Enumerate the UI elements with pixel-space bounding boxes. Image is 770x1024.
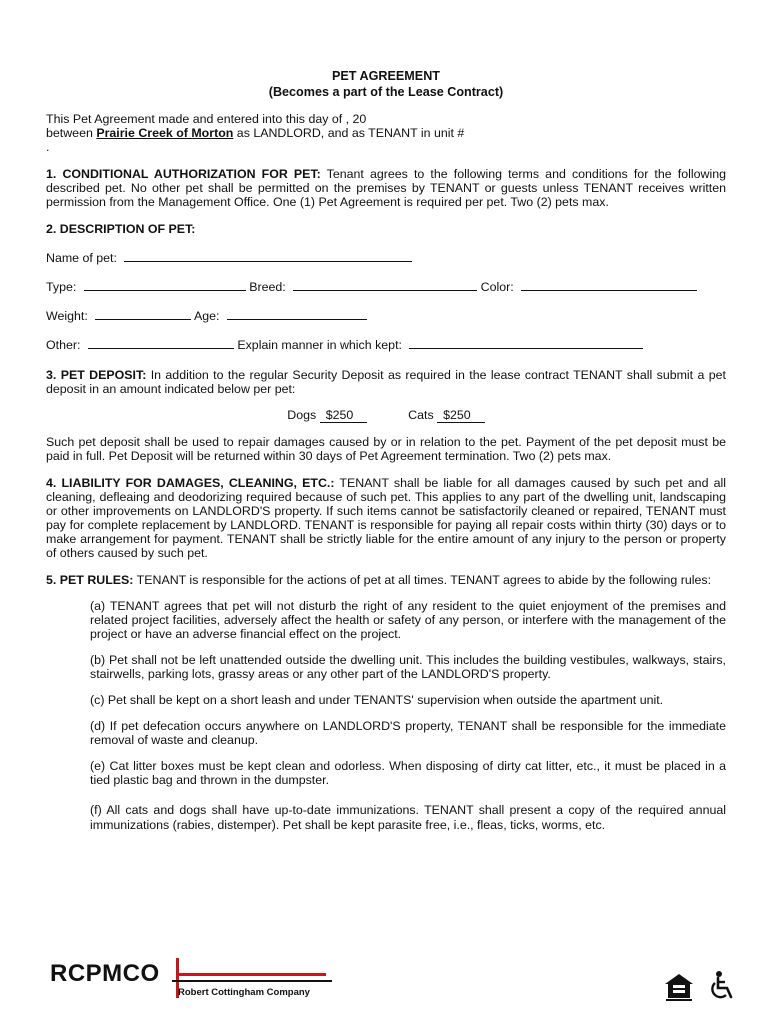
rcpmco-logo: RCPMCO	[50, 960, 160, 987]
landlord-name: Prairie Creek of Morton	[96, 126, 234, 140]
explain-field[interactable]	[409, 337, 643, 349]
section-3-body-2: Such pet deposit shall be used to repair damages caused by or in relation to the pet. Payment of the pet deposit must be paid in full. Pet Deposit will be returned within 30 days of Pet Agreement termination. Two (2) pets max.	[46, 435, 726, 463]
cats-label: Cats	[408, 408, 434, 422]
breed-label: Breed:	[249, 280, 286, 294]
page-subtitle: (Becomes a part of the Lease Contract)	[268, 85, 504, 99]
section-3-body: In addition to the regular Security Deposit as required in the lease contract TENANT shall submit a pet deposit in an amount indicated below per pet:	[46, 368, 726, 396]
rule-e: (e) Cat litter boxes must be kept clean and odorless. When disposing of dirty cat litter, etc., it must be placed in a tied plastic bag and thrown in the dumpster.	[90, 759, 726, 787]
intro-day-of: day of	[308, 112, 343, 126]
section-5-heading: 5. PET RULES:	[46, 573, 134, 587]
section-1	[46, 167, 726, 209]
color-label: Color:	[480, 280, 514, 294]
section-1-body: Tenant agrees to the following terms and conditions for the following described pet. No other pet shall be permitted on the premises by TENANT or guests unless TENANT receives written permission from the Management Office. One (1) Pet Agreement is required per pet. Two (2) pets max.	[46, 167, 726, 209]
intro-as-landlord: as LANDLORD, and	[236, 126, 349, 140]
page-title: PET AGREEMENT	[332, 69, 440, 83]
section-4-body: TENANT shall be liable for all damages caused by such pet and all cleaning, defleaing and deodorizing required because of such pet. This applies to any part of the dwelling unit, landscaping or other improvements on LANDLORD'S property. If such items cannot be satisfactorily cleaned or repaired, TENANT must pay for complete replacement by LANDLORD. TENANT is responsible for paying all repair costs within thirty (30) days or to make arrangement for payment. TENANT shall be strictly liable for the entire amount of any injury to the person or property of others caused by such pet.	[46, 476, 727, 560]
intro-year: , 20	[345, 112, 367, 126]
dogs-amount: $250	[320, 408, 368, 423]
deposit-amounts	[46, 408, 726, 423]
section-5	[46, 573, 726, 587]
age-label: Age:	[194, 309, 220, 323]
intro-between: between	[46, 126, 93, 140]
other-label: Other:	[46, 338, 81, 352]
type-breed-color-row	[46, 279, 726, 294]
type-field[interactable]	[84, 279, 246, 291]
rule-d: (d) If pet defecation occurs anywhere on LANDLORD'S property, TENANT shall be responsible for the immediate removal of waste and cleanup.	[90, 719, 726, 747]
intro-text-1: This Pet Agreement made and entered into this	[46, 112, 305, 126]
explain-label: Explain manner in which kept:	[237, 338, 402, 352]
type-label: Type:	[46, 280, 77, 294]
weight-age-row	[46, 308, 726, 323]
rule-c: (c) Pet shall be kept on a short leash and under TENANTS' supervision when outside the apartment unit.	[90, 693, 664, 707]
pet-name-field[interactable]	[124, 250, 412, 262]
color-field[interactable]	[521, 279, 697, 291]
logo-red-line	[176, 973, 326, 976]
pet-name-row	[46, 250, 726, 265]
wheelchair-icon	[706, 970, 736, 1002]
section-1-heading: 1. CONDITIONAL AUTHORIZATION FOR PET:	[46, 167, 321, 181]
age-field[interactable]	[227, 308, 367, 320]
section-3-heading: 3. PET DEPOSIT:	[46, 368, 147, 382]
equal-housing-icon	[664, 972, 694, 1002]
section-5-body: TENANT is responsible for the actions of pet at all times. TENANT agrees to abide by the following rules:	[136, 573, 712, 587]
section-4	[46, 476, 726, 560]
pet-name-label: Name of pet:	[46, 251, 117, 265]
dogs-label: Dogs	[287, 408, 317, 422]
weight-field[interactable]	[95, 308, 191, 320]
section-3	[46, 368, 726, 396]
other-row	[46, 337, 726, 352]
section-2-heading: 2. DESCRIPTION OF PET:	[46, 222, 196, 236]
cats-amount: $250	[437, 408, 485, 423]
rule-f: (f) All cats and dogs shall have up-to-date immunizations. TENANT shall present a copy of the required annual immunizations (rabies, distemper). Pet shall be kept parasite free, i.e., fleas, ticks, worms, etc.	[90, 803, 726, 832]
intro-paragraph: This Pet Agreement made and entered into this day of , 20 between Prairie Creek of Morton as LANDLORD, and as TENANT in unit # .	[46, 112, 465, 154]
rule-a: (a) TENANT agrees that pet will not disturb the right of any resident to the quiet enjoyment of the premises and related project facilities, adversely affect the health or safety of any person, or interfere with the management of the project or have an adverse financial effect on the project.	[90, 599, 726, 641]
footer	[46, 958, 746, 1008]
company-name: Robert Cottingham Company	[178, 987, 310, 998]
intro-as-tenant: as TENANT in unit #	[351, 126, 465, 140]
weight-label: Weight:	[46, 309, 88, 323]
breed-field[interactable]	[293, 279, 477, 291]
rule-b: (b) Pet shall not be left unattended outside the dwelling unit. This includes the building vestibules, walkways, stairs, stairwells, parking lots, grassy areas or any other part of the LANDLORD'S property.	[90, 653, 726, 681]
pet-agreement-document	[46, 68, 726, 833]
logo-black-line	[172, 980, 332, 982]
other-field[interactable]	[88, 337, 234, 349]
section-4-heading: 4. LIABILITY FOR DAMAGES, CLEANING, ETC.:	[46, 476, 335, 490]
